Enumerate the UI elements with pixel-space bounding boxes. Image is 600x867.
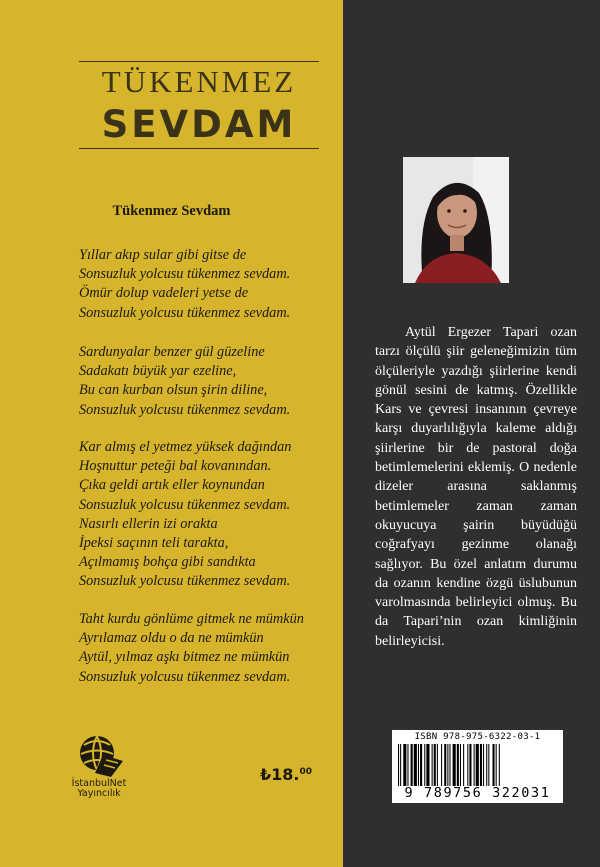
barcode-bar xyxy=(469,744,471,786)
currency-symbol: ₺ xyxy=(260,765,272,784)
barcode-bar xyxy=(474,744,475,786)
poem-line: Sonsuzluk yolcusu tükenmez sevdam. xyxy=(79,266,291,283)
barcode-bar xyxy=(441,744,442,786)
barcode-bar xyxy=(432,744,433,786)
barcode-bar xyxy=(488,744,489,786)
barcode-bars xyxy=(396,744,559,786)
title-top-rule xyxy=(79,61,319,62)
poem-line: Çıka geldi artık eller koynundan xyxy=(79,477,265,494)
poem-line: İpeksi saçının teli tarakta, xyxy=(79,535,229,552)
poem-line: Sonsuzluk yolcusu tükenmez sevdam. xyxy=(79,668,291,685)
barcode-bar xyxy=(418,744,419,786)
poem-line: Kar almış el yetmez yüksek dağından xyxy=(79,439,292,455)
barcode-bar xyxy=(426,744,429,786)
poem-stanza-1 xyxy=(79,246,290,323)
barcode-bar xyxy=(483,744,484,786)
barcode-bar xyxy=(486,744,487,786)
barcode-bar xyxy=(437,744,438,786)
barcode-bar xyxy=(400,744,401,786)
poem-line: Ayrılamaz oldu o da ne mümkün xyxy=(79,630,264,647)
author-bio: Aytül Ergezer Tapari ozan tarzı ölçülü şiir geleneğimizin tüm ölçüleriyle yazdığı şiirlerine kendi gönül sesini de katmış. Özellikle Kars ve çevresi insanının çevreye karşı duyarlılığıyla kaleme aldığı şiirlerine bir de pastoral doğa betimlemelerini eklemiş. O nedenle dizeler arasına saklanmış betimlemeler zaman zaman okuyucuya şairin büyüdüğü coğrafyayı gezinme olanağı sağlıyor. Bu özel anlatım durumu da ozanın kendine özgü üslubunun varolmasında belirleyici olmuş. Bu da Tapari’nin ozan kimliğinin belirleyicisi. xyxy=(375,325,577,649)
barcode-bar xyxy=(480,744,482,786)
barcode-bar xyxy=(463,744,464,786)
poem-line: Aytül, yılmaz aşkı bitmez ne mümkün xyxy=(79,649,290,666)
book-title-line2: SEVDAM xyxy=(101,103,297,146)
book-title-line1: TÜKENMEZ xyxy=(101,64,297,99)
barcode-bar xyxy=(420,744,422,786)
poem-line: Sonsuzluk yolcusu tükenmez sevdam. xyxy=(79,401,291,418)
barcode-bar xyxy=(467,744,468,786)
barcode-bar xyxy=(493,744,495,786)
barcode-bar xyxy=(460,744,461,786)
globe-logo-icon xyxy=(73,733,125,779)
poem-line: Sonsuzluk yolcusu tükenmez sevdam. xyxy=(79,304,291,321)
poem-line: Sardunyalar benzer gül güzeline xyxy=(79,344,265,360)
barcode-bar xyxy=(411,744,413,786)
poem-line: Nasırlı ellerin izi orakta xyxy=(79,515,218,532)
barcode-bar xyxy=(496,744,497,786)
barcode-bar xyxy=(403,744,406,786)
barcode-bar xyxy=(453,744,456,786)
poem-stanza-3 xyxy=(79,438,291,592)
title-bottom-rule xyxy=(79,148,319,149)
barcode-bar xyxy=(407,744,408,786)
barcode-bar xyxy=(434,744,436,786)
barcode-digits: 9 789756 322031 xyxy=(404,785,551,801)
author-portrait-icon xyxy=(403,157,509,283)
poem-line: Sonsuzluk yolcusu tükenmez sevdam. xyxy=(79,573,291,590)
poem-stanza-4 xyxy=(79,610,304,687)
poem-line: Sadakatı büyük yar ezeline, xyxy=(79,363,237,380)
poem-title: Tükenmez Sevdam xyxy=(112,203,231,219)
price-main: 18. xyxy=(271,765,300,784)
poem-line: Hoşnuttur peteği bal kovanından. xyxy=(79,458,272,475)
price-fraction: 00 xyxy=(299,767,313,777)
isbn-label: ISBN 978-975-6322-03-1 xyxy=(414,732,541,742)
price-tag xyxy=(260,765,312,784)
poem-stanza-2 xyxy=(79,343,290,420)
poem-line: Bu can kurban olsun şirin diline, xyxy=(79,382,268,399)
isbn-barcode xyxy=(392,730,563,803)
barcode-bar xyxy=(424,744,425,786)
barcode-bar xyxy=(476,744,479,786)
barcode-bar xyxy=(447,744,448,786)
barcode-bar xyxy=(414,744,417,786)
barcode-bar xyxy=(449,744,450,786)
publisher-logo xyxy=(64,733,134,799)
barcode-bar xyxy=(457,744,459,786)
poem-line: Ömür dolup vadeleri yetse de xyxy=(79,285,249,302)
author-photo xyxy=(403,157,509,283)
barcode-bar xyxy=(398,744,399,786)
poem-line: Yıllar akıp sular gibi gitse de xyxy=(79,247,247,263)
poem-line: Açılmamış bohça gibi sandıkta xyxy=(79,554,256,571)
poem-line: Sonsuzluk yolcusu tükenmez sevdam. xyxy=(79,496,291,513)
barcode-bar xyxy=(499,744,500,786)
barcode-bar xyxy=(444,744,446,786)
publisher-name-line1: İstanbulNet xyxy=(71,778,127,789)
poem-line: Taht kurdu gönlüme gitmek ne mümkün xyxy=(79,611,304,627)
publisher-name-line2: Yayıncılık xyxy=(77,788,121,799)
